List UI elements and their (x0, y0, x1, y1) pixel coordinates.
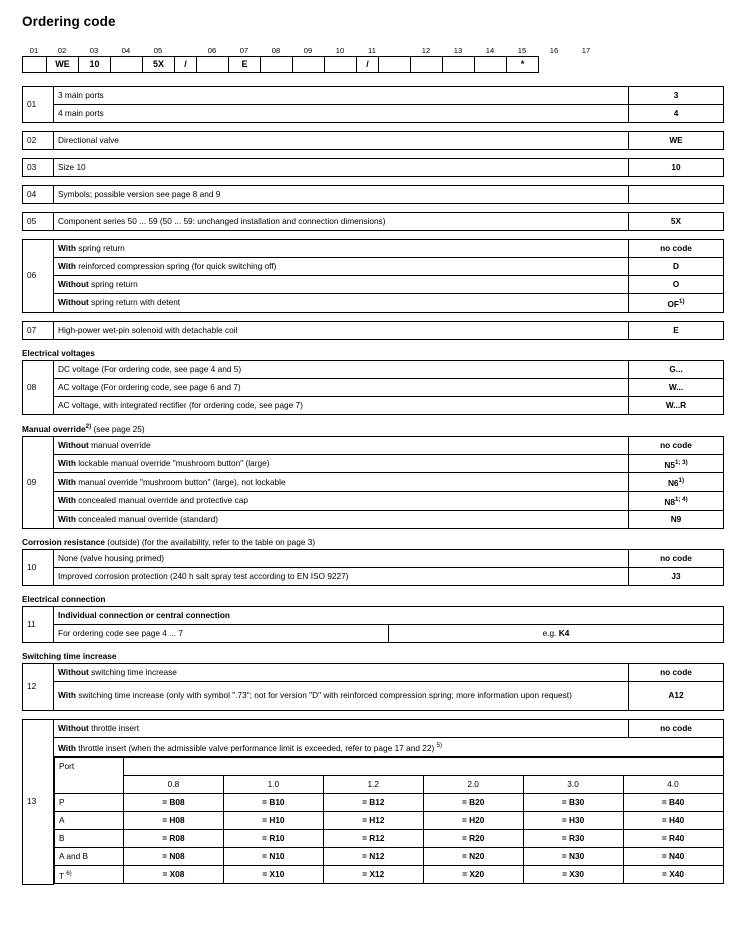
table-row (23, 87, 724, 105)
table-row (23, 756, 724, 884)
row-code-footnote: 1) (678, 477, 685, 485)
port-header-spacer (423, 757, 523, 775)
row-desc-text: switching time increase (only with symbol ".73"; not for version "D" with reinforced compression spring; more information upon request) (75, 690, 572, 701)
page-title: Ordering code (22, 14, 116, 29)
row-description: 3 main ports (54, 87, 629, 105)
row-description: Improved corrosion protection (240 h salt spray test according to EN ISO 9227) (54, 567, 629, 585)
table-row (23, 321, 724, 339)
table-row-07 (22, 321, 724, 340)
table-row (23, 681, 724, 710)
row-desc-text: throttle insert (88, 722, 140, 733)
port-name: B (55, 829, 124, 847)
table-row (23, 396, 724, 414)
section-heading-label: Manual override (22, 423, 86, 434)
row-description: DC voltage (For ordering code, see page 4 and 5) (54, 360, 629, 378)
row-description: 4 main ports (54, 105, 629, 123)
size-header: 0.8 (124, 775, 224, 793)
ordering-code-boxes (22, 56, 724, 73)
row-code-text: N6 (667, 478, 679, 489)
code-num: 08 (271, 46, 281, 55)
code-num: 07 (239, 46, 249, 55)
port-value: = B10 (223, 793, 323, 811)
row-code: no code (629, 719, 724, 737)
port-value: = H40 (623, 811, 723, 829)
row-code: no code (629, 436, 724, 454)
table-row (55, 847, 724, 865)
table-row (23, 473, 724, 492)
code-num: 16 (549, 46, 559, 55)
row-desc-emphasis: With (58, 243, 76, 253)
port-name: P (55, 793, 124, 811)
row-index: 12 (23, 663, 54, 710)
row-code (629, 492, 724, 511)
throttle-insert-table (54, 757, 724, 885)
table-row (23, 737, 724, 756)
table-row (23, 549, 724, 567)
code-cell-12[interactable] (411, 56, 443, 73)
code-cell-slash-1: / (175, 56, 197, 73)
table-row (23, 276, 724, 294)
row-desc-text: reinforced compression spring (for quick switching off) (75, 261, 277, 271)
row-desc-emphasis: Without (58, 439, 89, 450)
table-row (23, 213, 724, 231)
port-header-spacer (124, 757, 224, 775)
row-description: Directional valve (54, 132, 629, 150)
table-row-03 (22, 158, 724, 177)
table-row (55, 757, 724, 775)
row-desc-emphasis: With (58, 495, 76, 506)
table-row-10 (22, 549, 724, 586)
table-row (23, 719, 724, 737)
code-cell-14[interactable] (475, 56, 507, 73)
row-index: 13 (23, 719, 54, 884)
code-sep-spacer (174, 45, 196, 56)
port-value: = N30 (523, 847, 623, 865)
table-row-02 (22, 131, 724, 150)
row-index: 10 (23, 549, 54, 585)
section-heading-tail: (see page 25) (91, 423, 145, 434)
row-desc-text: switching time increase (88, 666, 177, 677)
table-row-11 (22, 606, 724, 643)
port-name (55, 865, 124, 884)
code-sep-spacer-2 (388, 45, 410, 56)
table-row-12 (22, 663, 724, 711)
table-row-06 (22, 239, 724, 313)
row-code: W...R (629, 396, 724, 414)
port-value: = R40 (623, 829, 723, 847)
port-name: A and B (55, 847, 124, 865)
section-heading-footnote: 2) (85, 422, 92, 430)
table-row (23, 606, 724, 624)
port-name-text: T (59, 870, 67, 881)
row-code-text: K4 (558, 627, 570, 638)
row-desc-emphasis: With (58, 742, 76, 753)
row-code: W... (629, 378, 724, 396)
row-description: Individual connection or central connection (54, 606, 724, 624)
port-value: = N40 (623, 847, 723, 865)
row-desc-text: lockable manual override "mushroom button" (large) (75, 457, 270, 468)
port-value: = N12 (323, 847, 423, 865)
code-cell-10[interactable] (325, 56, 357, 73)
port-value: = H12 (323, 811, 423, 829)
code-cell-09[interactable] (293, 56, 325, 73)
table-row (55, 793, 724, 811)
section-heading-corrosion-resistance (22, 537, 724, 547)
port-value: = B08 (124, 793, 224, 811)
port-value: = X20 (423, 865, 523, 884)
row-code: 10 (629, 159, 724, 177)
row-desc-text: concealed manual override and protective cap (75, 495, 248, 506)
code-num: 02 (57, 46, 67, 55)
size-header: 1.0 (223, 775, 323, 793)
code-cell-02[interactable]: WE (47, 56, 79, 73)
code-cell-05[interactable]: 5X (143, 56, 175, 73)
row-code: WE (629, 132, 724, 150)
port-value: = B40 (623, 793, 723, 811)
row-code-footnote: 1; 3) (674, 458, 688, 466)
row-description: Component series 50 ... 59 (50 ... 59: unchanged installation and connection dimensions) (54, 213, 629, 231)
row-description (54, 510, 629, 528)
table-row-04 (22, 185, 724, 204)
row-desc-emphasis: With (58, 513, 76, 524)
code-num: 13 (453, 46, 463, 55)
code-num: 12 (421, 46, 431, 55)
row-description: Size 10 (54, 159, 629, 177)
row-desc-emphasis: With (58, 261, 76, 271)
row-desc-text: manual override "mushroom button" (large), not lockable (75, 476, 286, 487)
row-code: 3 (629, 87, 724, 105)
row-description: Symbols; possible version see page 8 and 9 (54, 186, 629, 204)
code-num: 01 (29, 46, 39, 55)
table-row-09 (22, 436, 724, 529)
port-value: = B12 (323, 793, 423, 811)
row-desc-text: manual override (88, 439, 151, 450)
table-row (23, 258, 724, 276)
row-index: 02 (23, 132, 54, 150)
port-header-spacer (623, 757, 723, 775)
code-num: 03 (89, 46, 99, 55)
code-num: 04 (121, 46, 131, 55)
row-code: 5X (629, 213, 724, 231)
code-cell-13[interactable] (443, 56, 475, 73)
port-header-spacer (523, 757, 623, 775)
port-value: = B30 (523, 793, 623, 811)
row-desc-emphasis: With (58, 690, 76, 701)
port-value: = N10 (223, 847, 323, 865)
code-cell-15[interactable]: * (507, 56, 539, 73)
row-code (629, 294, 724, 313)
row-desc-emphasis: Without (58, 722, 89, 733)
port-header-spacer (323, 757, 423, 775)
table-row (23, 105, 724, 123)
port-value: = R20 (423, 829, 523, 847)
code-cell-06[interactable] (197, 56, 229, 73)
code-num: 09 (303, 46, 313, 55)
row-index: 11 (23, 606, 54, 642)
row-code: O (629, 276, 724, 294)
row-description (54, 454, 629, 473)
throttle-table-container (54, 756, 724, 884)
row-code: no code (629, 549, 724, 567)
table-row (23, 567, 724, 585)
port-value: = H30 (523, 811, 623, 829)
port-col-empty (55, 775, 124, 793)
ordering-code-strip (22, 45, 724, 73)
row-code: no code (629, 240, 724, 258)
code-num: 14 (485, 46, 495, 55)
row-desc-emphasis: Without (58, 297, 89, 308)
port-header-spacer (223, 757, 323, 775)
row-code: 4 (629, 105, 724, 123)
row-description (54, 473, 629, 492)
code-cell-07[interactable]: E (229, 56, 261, 73)
table-row (23, 436, 724, 454)
code-cell-01[interactable] (23, 56, 47, 73)
row-index: 06 (23, 240, 54, 313)
row-index: 05 (23, 213, 54, 231)
row-code-text: N8 (664, 496, 675, 507)
row-description: None (valve housing primed) (54, 549, 629, 567)
row-description: AC voltage, with integrated rectifier (for ordering code, see page 7) (54, 396, 629, 414)
port-value: = X30 (523, 865, 623, 884)
port-value: = R30 (523, 829, 623, 847)
table-row (23, 240, 724, 258)
row-code (629, 454, 724, 473)
table-row (23, 294, 724, 313)
row-code: A12 (629, 681, 724, 710)
row-description (54, 737, 724, 756)
port-value: = B20 (423, 793, 523, 811)
table-row (55, 829, 724, 847)
row-description (54, 276, 629, 294)
table-row (23, 492, 724, 511)
row-desc-text: spring return (88, 279, 138, 289)
row-desc-emphasis: Without (58, 666, 89, 677)
code-num: 06 (207, 46, 217, 55)
table-row (23, 186, 724, 204)
row-code: J3 (629, 567, 724, 585)
section-heading-label: Corrosion resistance (22, 536, 105, 547)
table-row (23, 624, 724, 642)
row-index: 09 (23, 436, 54, 528)
code-cell-04[interactable] (111, 56, 143, 73)
port-value: = R08 (124, 829, 224, 847)
row-index: 07 (23, 321, 54, 339)
code-num: 11 (368, 46, 376, 55)
table-row (23, 360, 724, 378)
row-code: E (629, 321, 724, 339)
size-header: 4.0 (623, 775, 723, 793)
row-code-prefix: e.g. (542, 627, 559, 638)
table-row (23, 510, 724, 528)
section-heading-manual-override (22, 423, 724, 434)
row-desc-emphasis: Without (58, 279, 89, 289)
row-desc-footnote: 5) (436, 741, 443, 749)
row-index: 01 (23, 87, 54, 123)
row-desc-emphasis: With (58, 457, 76, 468)
code-cell-03[interactable]: 10 (79, 56, 111, 73)
port-value: = X12 (323, 865, 423, 884)
table-row-08 (22, 360, 724, 415)
size-header: 3.0 (523, 775, 623, 793)
size-header: 1.2 (323, 775, 423, 793)
port-value: = X10 (223, 865, 323, 884)
row-code (629, 473, 724, 492)
table-row (23, 378, 724, 396)
page-content (22, 14, 724, 885)
port-name-footnote: 6) (66, 869, 72, 877)
code-num: 17 (581, 46, 591, 55)
row-description (54, 681, 629, 710)
port-name: A (55, 811, 124, 829)
row-desc-emphasis: With (58, 476, 76, 487)
code-cell-08[interactable] (261, 56, 293, 73)
row-description (54, 719, 629, 737)
table-row (55, 865, 724, 884)
row-code-footnote: 1) (679, 298, 685, 305)
row-index: 08 (23, 360, 54, 414)
table-row (23, 159, 724, 177)
code-cell-slash-2: / (357, 56, 379, 73)
row-code-text: OF (667, 298, 679, 309)
row-code: D (629, 258, 724, 276)
port-label: Port (55, 757, 124, 775)
row-code (389, 624, 724, 642)
section-heading-electrical-voltages: Electrical voltages (22, 347, 95, 358)
table-row (23, 663, 724, 681)
code-cell-11[interactable] (379, 56, 411, 73)
row-code-text: N5 (664, 459, 675, 470)
row-code: no code (629, 663, 724, 681)
row-description (54, 663, 629, 681)
code-num: 15 (517, 46, 527, 55)
size-header: 2.0 (423, 775, 523, 793)
row-description (54, 294, 629, 313)
row-desc-text: spring return (75, 243, 125, 253)
row-description: High-power wet-pin solenoid with detachable coil (54, 321, 629, 339)
code-num: 05 (153, 46, 163, 55)
table-row (55, 811, 724, 829)
code-num: 10 (335, 46, 345, 55)
row-description (54, 240, 629, 258)
table-row-05 (22, 212, 724, 231)
document-page (0, 14, 746, 949)
row-code-footnote: 1; 4) (674, 496, 688, 504)
table-row-13 (22, 719, 724, 885)
row-description (54, 258, 629, 276)
table-row (23, 454, 724, 473)
port-value: = H20 (423, 811, 523, 829)
section-heading-switching-time: Switching time increase (22, 650, 117, 661)
port-value: = X40 (623, 865, 723, 884)
port-value: = H10 (223, 811, 323, 829)
table-row-01 (22, 86, 724, 123)
row-desc-text: throttle insert (when the admissible valve performance limit is exceeded, refer to page 17 and 22) (75, 742, 437, 753)
section-heading-electrical-connection: Electrical connection (22, 593, 106, 604)
port-value: = N20 (423, 847, 523, 865)
ordering-code-numbers (22, 45, 724, 56)
row-desc-text: concealed manual override (standard) (75, 513, 218, 524)
row-description: AC voltage (For ordering code, see page 6 and 7) (54, 378, 629, 396)
row-code: G... (629, 360, 724, 378)
port-value: = N08 (124, 847, 224, 865)
row-description: For ordering code see page 4 ... 7 (54, 624, 389, 642)
section-heading-tail: (outside) (for the availability, refer to the table on page 3) (105, 536, 316, 547)
row-code (629, 186, 724, 204)
table-row (55, 775, 724, 793)
row-desc-text: spring return with detent (88, 297, 181, 308)
port-value: = H08 (124, 811, 224, 829)
port-value: = X08 (124, 865, 224, 884)
table-row (23, 132, 724, 150)
row-description (54, 436, 629, 454)
row-index: 04 (23, 186, 54, 204)
row-index: 03 (23, 159, 54, 177)
port-value: = R10 (223, 829, 323, 847)
row-code: N9 (629, 510, 724, 528)
port-value: = R12 (323, 829, 423, 847)
row-description (54, 492, 629, 511)
